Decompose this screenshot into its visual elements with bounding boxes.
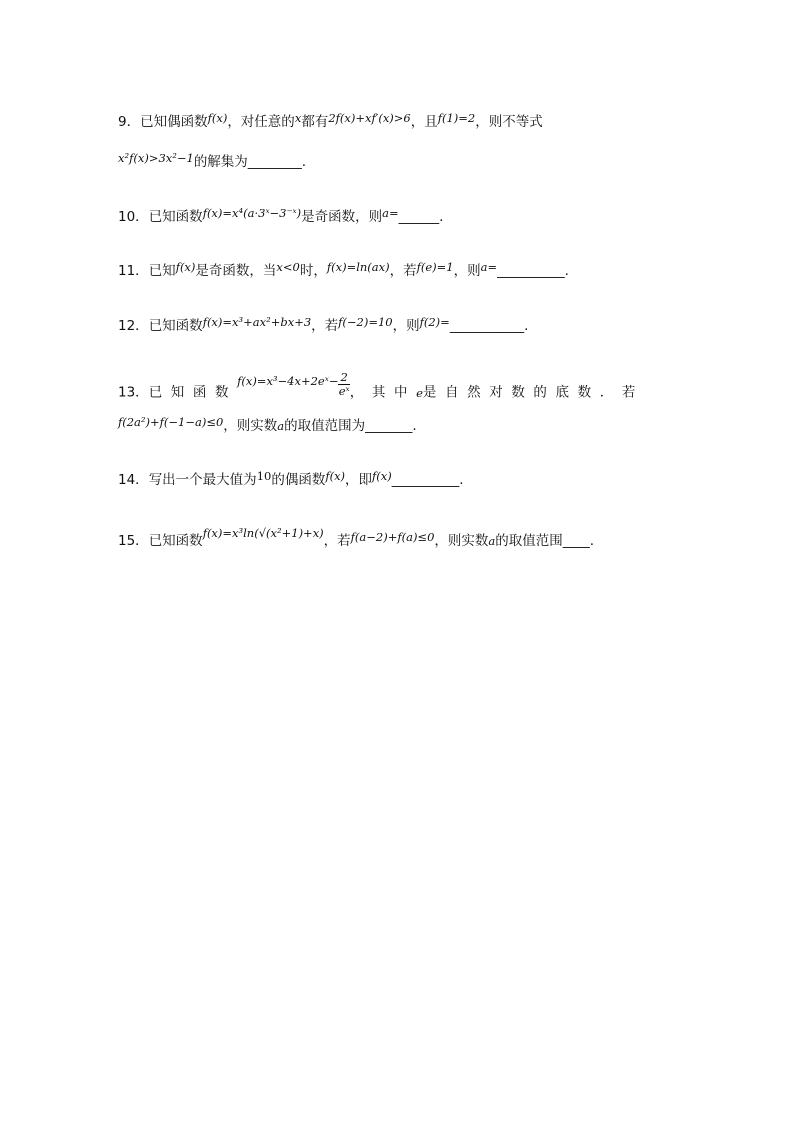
problem-13-line-1 — [118, 370, 644, 406]
problem-text: 已知函数 — [148, 533, 203, 549]
problem-11-line — [118, 261, 569, 281]
math-expression: 10 — [256, 469, 272, 483]
problem-text: 是奇函数，当 — [195, 263, 277, 279]
problem-text: 已知 — [148, 263, 176, 279]
problem-text: ，则 — [392, 318, 420, 334]
problem-text: 时， — [299, 263, 327, 279]
problem-number: 15． — [118, 533, 149, 549]
problem-number: 10． — [118, 209, 149, 225]
problem-text: 是自然对数的底数．若 — [422, 384, 644, 401]
math-expression: f(x) — [372, 469, 392, 483]
problem-number: 13． — [118, 384, 149, 401]
math-expression: f(e)=1 — [416, 260, 454, 274]
math-expression: f(x)=x³ln(√(x²+1)+x) — [202, 526, 324, 540]
problem-9-line-1 — [118, 112, 543, 132]
problem-text: ，则实数 — [434, 533, 489, 549]
math-expression: a — [488, 534, 496, 548]
problem-10-line — [118, 207, 443, 227]
problem-text: 写出一个最大值为 — [148, 472, 257, 488]
answer-blank: ______. — [398, 209, 444, 225]
math-expression: f(x) — [325, 469, 346, 483]
math-expression: x — [294, 111, 302, 125]
math-expression: x²f(x)>3x²−1 — [118, 151, 194, 165]
problem-13-line-2 — [118, 416, 417, 436]
math-expression: f(a−2)+f(a)≤0 — [350, 530, 435, 544]
fraction-numerator: 2 — [340, 370, 348, 384]
problem-12-line — [118, 316, 528, 336]
problem-text: ，则 — [453, 263, 481, 279]
problem-text: ，对任意的 — [227, 114, 295, 130]
problem-text: 的取值范围为_______. — [284, 418, 417, 434]
math-expression: f(1)=2 — [437, 111, 476, 125]
problem-text: ，则实数 — [223, 418, 278, 434]
problem-number: 14． — [118, 472, 149, 488]
problem-15-line — [118, 526, 595, 551]
answer-blank: __________. — [391, 472, 464, 488]
answer-blank: ___________. — [449, 318, 529, 334]
fraction-denominator: eˣ — [338, 384, 350, 398]
math-expression: f(x) — [175, 260, 196, 274]
math-expression: 2f(x)+xf′(x)>6 — [328, 111, 411, 125]
problem-text: ，若 — [323, 533, 351, 549]
math-expression: f(x)=x³+ax²+bx+3 — [202, 315, 312, 329]
math-expression: f(x)=x³−4x+2eˣ− — [237, 373, 339, 388]
problem-number: 11． — [118, 263, 149, 279]
math-expression: f(2)= — [419, 315, 450, 329]
math-expression: f(2a²)+f(−1−a)≤0 — [118, 415, 224, 429]
problem-text: 已知偶函数 — [140, 114, 208, 130]
fraction — [338, 371, 349, 398]
problem-text: 的取值范围____. — [495, 533, 595, 549]
problem-text: ，则不等式 — [475, 114, 543, 130]
problem-text: 的解集为________. — [193, 154, 307, 170]
answer-blank: __________. — [497, 263, 569, 279]
math-expression: x<0 — [276, 260, 300, 274]
math-expression: a= — [480, 260, 498, 274]
math-expression: f(x) — [207, 111, 228, 125]
problem-number: 12． — [118, 318, 149, 334]
math-expression: a= — [382, 206, 399, 220]
problem-text: 都有 — [301, 114, 329, 130]
math-expression: a — [277, 419, 285, 433]
problem-text: 已知函数 — [148, 384, 238, 401]
problem-text: 是奇函数，则 — [301, 209, 383, 225]
math-expression: f(−2)=10 — [338, 315, 393, 329]
problem-text: ，其中 — [349, 384, 417, 401]
problem-number: 9． — [118, 114, 141, 130]
problem-text: ，若 — [389, 263, 417, 279]
problem-text: 已知函数 — [148, 209, 203, 225]
problem-14-line — [118, 470, 464, 490]
math-expression: f(x)=x⁴(a·3ˣ−3⁻ˣ) — [202, 206, 302, 220]
math-expression: f(x)=ln(ax) — [326, 260, 390, 274]
problem-9-line-2 — [118, 152, 306, 172]
problem-text: ，且 — [410, 114, 438, 130]
problem-text: ，若 — [311, 318, 339, 334]
problem-text: 的偶函数 — [271, 472, 326, 488]
problem-text: 已知函数 — [148, 318, 203, 334]
math-expression: e — [416, 385, 423, 400]
problem-text: ，即 — [345, 472, 373, 488]
